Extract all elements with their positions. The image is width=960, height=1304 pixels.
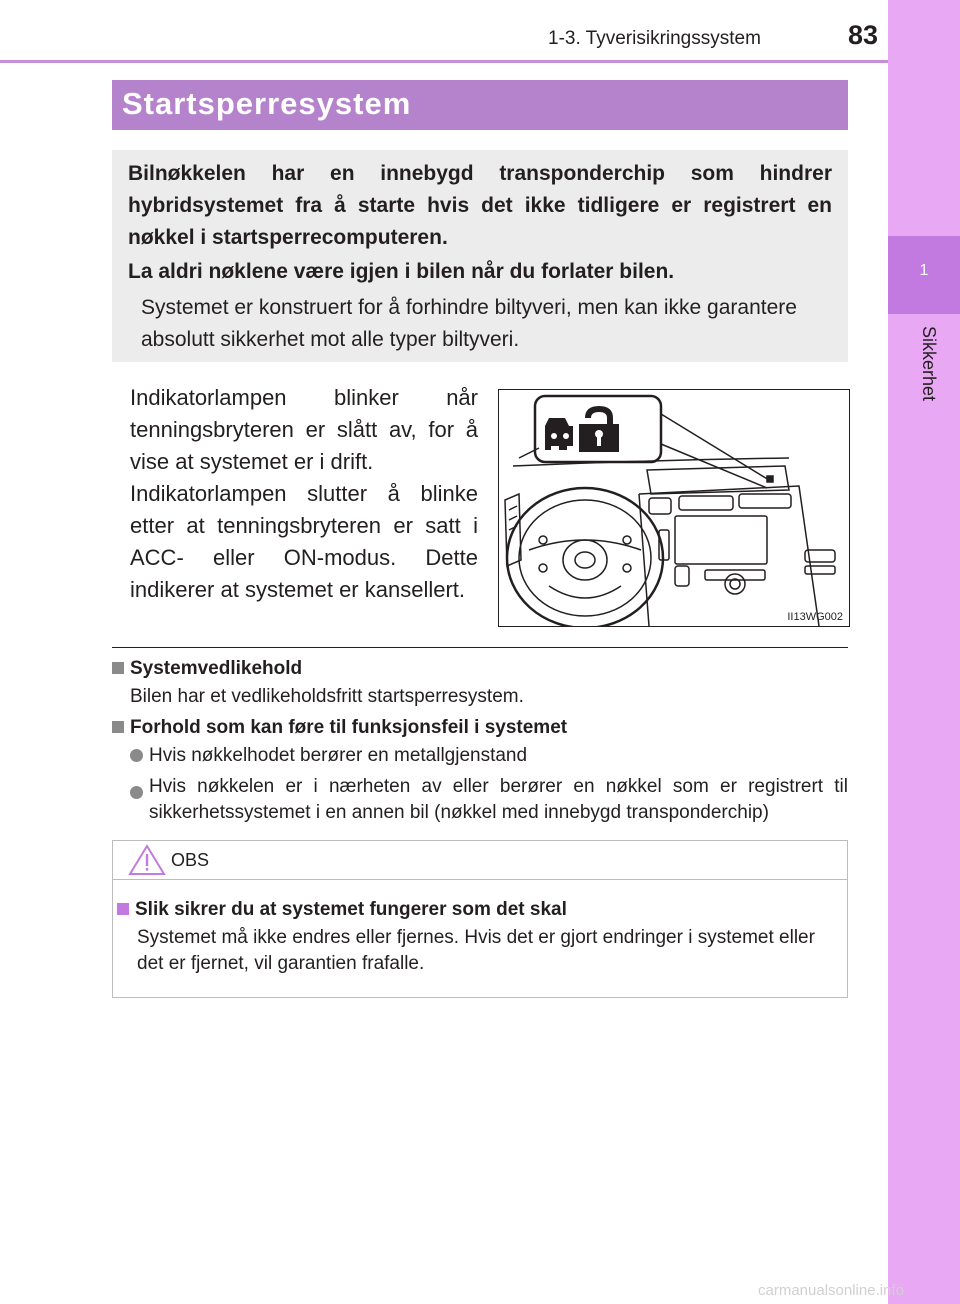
car-lock-indicator-icon (545, 406, 619, 452)
chapter-side-tab (888, 0, 960, 1304)
circle-bullet-icon (130, 786, 143, 799)
obs-text: Systemet må ikke endres eller fjernes. Hvis det er gjort endringer i systemet eller det er fjernet, vil garantien frafalle. (137, 927, 815, 974)
list-item (130, 774, 848, 826)
section-divider (112, 647, 848, 648)
chapter-label: Sikkerhet (919, 326, 939, 402)
obs-label: OBS (171, 850, 210, 870)
list-item (130, 743, 850, 769)
bullet-text: Hvis nøkkelen er i nærheten av eller berører en nøkkel som er registrert til sikkerhetssystemet i en annen bil (nøkkel med innebygd transponderchip) (149, 776, 848, 823)
header-section-title: 1-3. Tyverisikringssystem (548, 28, 761, 49)
info-note: Systemet er konstruert for å forhindre biltyveri, men kan ikke garantere absolutt sikkerhet mot alle typer biltyveri. (141, 296, 797, 351)
obs-heading (117, 899, 567, 921)
bullet-text: Hvis nøkkelhodet berører en metallgjenstand (149, 745, 528, 766)
dashboard-illustration (498, 389, 850, 627)
section-title-bar (112, 80, 848, 130)
illustration-code: II13WG002 (787, 611, 843, 623)
circle-bullet-icon (130, 749, 143, 762)
info-box (112, 150, 848, 362)
page-title: Startsperresystem (122, 86, 412, 121)
square-bullet-icon (112, 721, 124, 733)
footer-watermark: carmanualsonline.info (758, 1282, 904, 1299)
section-heading-maintenance (112, 658, 302, 680)
header-divider (0, 60, 888, 63)
heading-text: Forhold som kan føre til funksjonsfeil i systemet (130, 717, 568, 738)
section-heading-malfunction (112, 717, 567, 739)
dashboard-drawing (499, 390, 849, 626)
info-warning: La aldri nøklene være igjen i bilen når du forlater bilen. (128, 260, 675, 283)
page-number: 83 (848, 20, 879, 50)
chapter-number: 1 (919, 262, 929, 279)
chapter-number-block[interactable] (888, 236, 960, 314)
obs-box (112, 840, 848, 998)
body-paragraph-2: Indikatorlampen slutter å blinke etter at tenningsbryteren er satt i ACC- eller ON-modus. Dette indikerer at systemet er kansellert. (130, 481, 478, 602)
warning-triangle-icon (127, 843, 167, 877)
square-bullet-icon (112, 662, 124, 674)
obs-header (113, 841, 847, 880)
body-paragraph-1: Indikatorlampen blinker når tenningsbryteren er slått av, for å vise at systemet er i drift. (130, 385, 478, 474)
heading-text: Slik sikrer du at systemet fungerer som det skal (135, 899, 567, 920)
info-intro: Bilnøkkelen har en innebygd transponderchip som hindrer hybridsystemet fra å starte hvis det ikke tidligere er registrert en nøkkel i startsperrecomputeren. (128, 162, 832, 249)
heading-text: Systemvedlikehold (130, 658, 303, 679)
square-bullet-icon (117, 903, 129, 915)
section-text-maintenance: Bilen har et vedlikeholdsfritt startsperresystem. (130, 686, 524, 707)
